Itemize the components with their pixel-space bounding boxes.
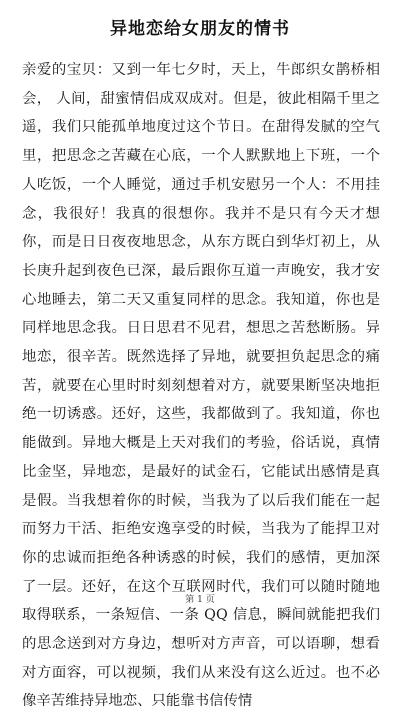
page-number: 第 1 页: [185, 595, 215, 605]
document-title: 异地恋给女朋友的情书: [110, 19, 290, 39]
letter-body: 亲爱的宝贝：又到一年七夕时，天上，牛郎织女鹊桥相会， 人间，甜蜜情侣成双成对。但是，彼此相隔千里之遥，我们只能孤单地度过这个节日。在甜得发腻的空气里，把思念之苦藏在心底，一个人默默地上下班，一个人吃饭，一个人睡觉，通过手机安慰另一个人：不用挂念，我很好！我真的很想你。我并不是只有今天才想你，而是日日夜夜地思念，从东方既白到华灯初上，从长庚升起到夜色已深，最后跟你互道一声晚安，我才安心地睡去，第二天又重复同样的思念。我知道，你也是同样地思念我。日日思君不见君，想思之苦愁断肠。异地恋，很辛苦。既然选择了异地，就要担负起思念的痛苦，就要在心里时时刻刻想着对方，就要果断坚决地拒绝一切诱惑。还好，这些，我都做到了。我知道，你也能做到。异地大概是上天对我们的考验，俗话说，真情比金坚，异地恋，是最好的试金石，它能试出感情是真是假。当我想着你的时候，当我为了以后我们能在一起而努力干活、拒绝安逸享受的时候，当我为了能捍卫对你的忠诚而拒绝各种诱惑的时候，我们的感情，更加深了一层。还好，在这个互联网时代，我们可以随时随地取得联系，一条短信、一条 QQ 信息，瞬间就能把我们的思念送到对方身边，想听对方声音，可以语聊，想看对方面容，可以视频，我们从来没有这么近过。也不必像辛苦维持异地恋、只能靠书信传情: [22, 62, 380, 710]
